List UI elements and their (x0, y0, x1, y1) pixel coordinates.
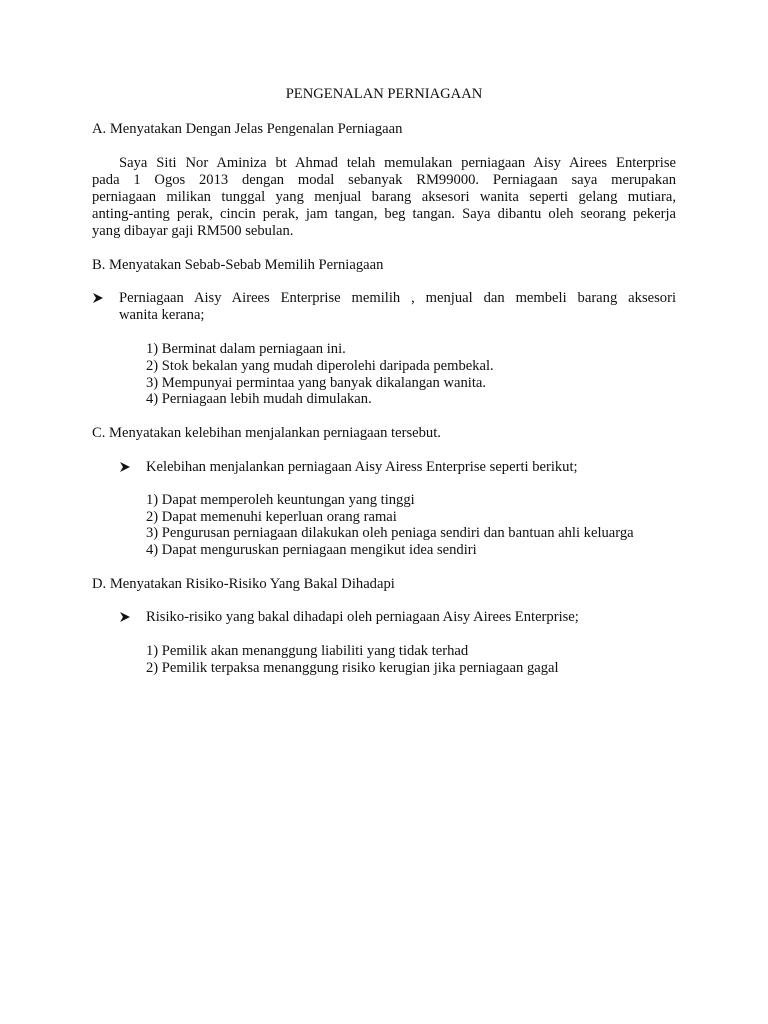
section-a-paragraph-line-1: Saya Siti Nor Aminiza bt Ahmad telah memulakan perniagaan Aisy Airees Enterprise (119, 155, 676, 171)
section-c-heading: C. Menyatakan kelebihan menjalankan perniagaan tersebut. (92, 425, 441, 441)
section-d-bullet: Risiko-risiko yang bakal dihadapi oleh perniagaan Aisy Airees Enterprise; (146, 609, 579, 625)
page-title: PENGENALAN PERNIAGAAN (285, 86, 483, 102)
section-b-item-3: 3) Mempunyai permintaa yang banyak dikalangan wanita. (146, 375, 487, 391)
section-b-item-1: 1) Berminat dalam perniagaan ini. (146, 341, 346, 357)
section-b-bullet-line-1: Perniagaan Aisy Airees Enterprise memilih , menjual dan membeli barang aksesori (119, 290, 676, 306)
section-c-item-4: 4) Dapat menguruskan perniagaan mengikut idea sendiri (146, 542, 477, 558)
section-d-item-2: 2) Pemilik terpaksa menanggung risiko kerugian jika perniagaan gagal (146, 660, 559, 676)
section-a-paragraph-line-2: pada 1 Ogos 2013 dengan modal sebanyak RM99000. Perniagaan saya merupakan (92, 172, 676, 188)
arrow-bullet-icon (119, 611, 131, 623)
section-a-paragraph-line-5: yang dibayar gaji RM500 sebulan. (92, 223, 294, 239)
section-b-item-4: 4) Perniagaan lebih mudah dimulakan. (146, 391, 372, 407)
section-c-item-1: 1) Dapat memperoleh keuntungan yang tinggi (146, 492, 415, 508)
section-d-item-1: 1) Pemilik akan menanggung liabiliti yang tidak terhad (146, 643, 469, 659)
section-c-bullet: Kelebihan menjalankan perniagaan Aisy Airess Enterprise seperti berikut; (146, 459, 578, 475)
section-c-item-3: 3) Pengurusan perniagaan dilakukan oleh peniaga sendiri dan bantuan ahli keluarga (146, 525, 634, 541)
section-a-heading: A. Menyatakan Dengan Jelas Pengenalan Perniagaan (92, 121, 403, 137)
section-d-heading: D. Menyatakan Risiko-Risiko Yang Bakal Dihadapi (92, 576, 395, 592)
section-c-item-2: 2) Dapat memenuhi keperluan orang ramai (146, 509, 397, 525)
section-b-heading: B. Menyatakan Sebab-Sebab Memilih Perniagaan (92, 257, 384, 273)
arrow-bullet-icon (92, 292, 104, 304)
section-a-paragraph-line-4: anting-anting perak, cincin perak, jam tangan, beg tangan. Saya dibantu oleh seorang pekerja (92, 206, 676, 222)
section-b-bullet-line-2: wanita kerana; (119, 307, 205, 323)
section-a-paragraph-line-3: perniagaan milikan tunggal yang menjual barang aksesori wanita seperti gelang mutiara, (92, 189, 676, 205)
arrow-bullet-icon (119, 461, 131, 473)
section-b-item-2: 2) Stok bekalan yang mudah diperolehi daripada pembekal. (146, 358, 494, 374)
